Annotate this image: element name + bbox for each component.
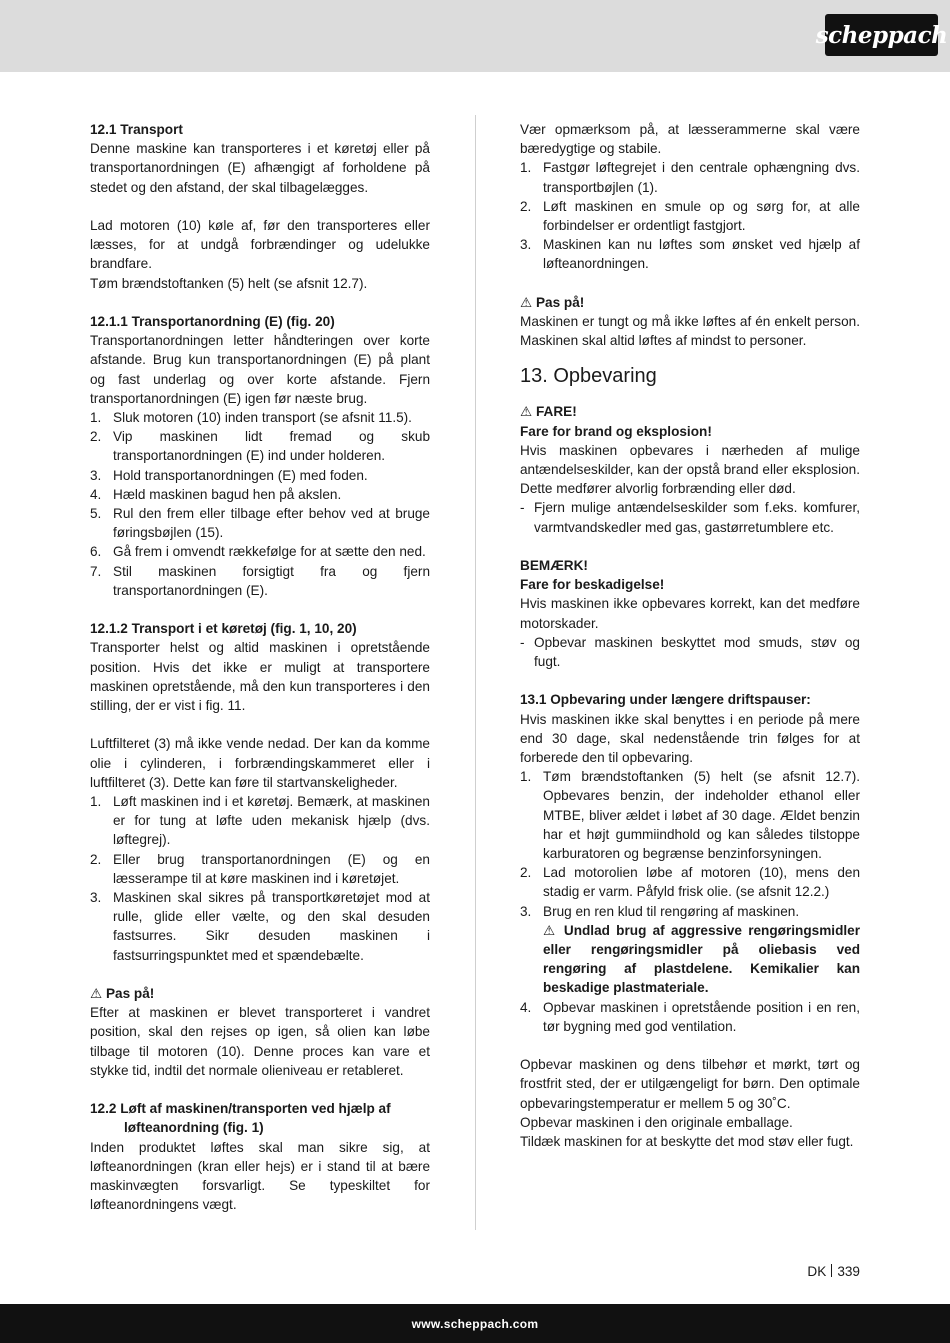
danger-subtitle: Fare for brand og eksplosion! [520, 423, 712, 439]
header-band [0, 0, 950, 72]
section-12-2-title-line-2: løfteanordning (fig. 1) [124, 1120, 264, 1136]
caution-title: ⚠ Pas på! [520, 294, 585, 310]
list-item: 6. Gå frem i omvendt rækkefølge for at sætte den ned. [90, 544, 426, 560]
list-item: 1. Tøm brændstoftanken (5) helt (se afsnit 12.7). Opbevares benzin, der indeholder ethanol eller MTBE, bliver ældet i løbet af 30 dage. Ældet benzin har et højt gummiindhold og kan således tilstoppe karburatoren og begrænse benzinforsyningen. [520, 769, 860, 862]
storage-para-1: Opbevar maskinen og dens tilbehør et mørkt, tørt og frostfrit sted, der er utilgængeligt for børn. Den optimale opbevaringstemperatur er mellem 5 og 30˚C. [520, 1057, 860, 1111]
danger-text: Hvis maskinen opbevares i nærheden af mulige antændelseskilder, kan der opstå brand eller eksplosion. Dette medfører alvorlig forbrænding eller død. [520, 442, 860, 497]
footer-url[interactable]: www.scheppach.com [411, 1316, 539, 1331]
brand-logo [815, 14, 948, 56]
list-item: 7. Stil maskinen forsigtigt fra og fjern transportanordningen (E). [90, 563, 430, 598]
lifting-intro: Vær opmærksom på, at læsserammerne skal være bæredygtige og stabile. [520, 122, 860, 157]
section-12-2-para: Inden produktet løftes skal man sikre sig, at løfteanordningen (kran eller hejs) er i stand til at bære maskinvægten forsvarligt. Se typeskiltet for løfteanordningens vægt. [90, 1139, 430, 1213]
list-item: 3. Maskinen kan nu løftes som ønsket ved hjælp af løfteanordningen. [520, 237, 860, 272]
vehicle-transport-steps [90, 792, 430, 965]
section-12-1-title: 12.1 Transport [90, 122, 183, 137]
brand-logo-text: scheppach [815, 21, 948, 49]
list-item: 3. Brug en ren klud til rengøring af maskinen. ⚠ Undlad brug af aggressive rengøringsmidler eller rengøringsmidler på oliebasis ved rengøring af plastdelene. Kemikalier kan beskadige plastmateriale. [520, 903, 860, 996]
note-title: BEMÆRK! [520, 558, 588, 574]
section-13-title: 13. Opbevaring [520, 365, 657, 388]
caution-text: Maskinen er tungt og må ikke løftes af én enkelt person. Maskinen skal altid løftes af mindst to personer. [520, 314, 860, 349]
storage-para-3: Tildæk maskinen for at beskytte det mod støv eller fugt. [520, 1134, 854, 1150]
right-column [520, 120, 860, 1151]
transport-device-steps [90, 408, 430, 600]
note-bullet: - Opbevar maskinen beskyttet mod smuds, støv og fugt. [520, 634, 860, 670]
column-divider [475, 115, 476, 1230]
danger-bullet: - Fjern mulige antændelseskilder som f.eks. komfurer, varmtvandskedler med gas, gastørretumblere etc. [520, 500, 860, 535]
section-12-1-2-para-1: Transporter helst og altid maskinen i opretstående position. Hvis det ikke er muligt at transportere maskinen opretstående, må den kun transporteres i den stilling, der er vist i fig. 11. [90, 640, 430, 714]
list-item: 2. Vip maskinen lidt fremad og skub transportanordningen (E) ind under holderen. [90, 429, 430, 464]
left-column [90, 120, 430, 1214]
section-12-1-1-para: Transportanordningen letter håndteringen over korte afstande. Brug kun transportanordningen (E) på plant og fast underlag og over korte afstande. Fjern transportanordningen (E) igen før næste brug. [90, 333, 430, 406]
storage-para-2: Opbevar maskinen i den originale emballage. [520, 1114, 793, 1130]
section-12-1-1-title: 12.1.1 Transportanordning (E) (fig. 20) [90, 314, 335, 329]
list-item: 3. Maskinen skal sikres på transportkøretøjet mod at rulle, glide eller vælte, og den skal desuden fastsurres. Sikr desuden maskinen i fastsurringspunktet med et spændebælte. [90, 890, 430, 963]
section-12-1-para-3: Tøm brændstoftanken (5) helt (se afsnit 12.7). [90, 275, 368, 291]
cleaning-warning: ⚠ Undlad brug af aggressive rengøringsmidler eller rengøringsmidler på oliebasis ved rengøring af plastdelene. Kemikalier kan beskadige plastmateriale. [543, 922, 860, 996]
list-item: 1. Sluk motoren (10) inden transport (se afsnit 11.5). [90, 410, 412, 426]
storage-steps [520, 767, 860, 1036]
section-12-2-title-line-1: 12.2 Løft af maskinen/transporten ved hjælp af [90, 1101, 391, 1117]
section-13-1-para: Hvis maskinen ikke skal benyttes i en periode på mere end 30 dage, skal nedenstående trin følges for at forberede den til opbevaring. [520, 711, 860, 766]
list-item: 4. Hæld maskinen bagud hen på akslen. [90, 486, 342, 502]
lifting-steps [520, 158, 860, 273]
list-item: 1. Fastgør løftegrejet i den centrale ophængning dvs. transportbøjlen (1). [520, 160, 860, 195]
caution-text: Efter at maskinen er blevet transporteret i vandret position, skal den rejses op igen, så olien kan løbe tilbage til motoren (10). Denne proces kan vare et stykke tid, indtil det normale olieniveau er retableret. [90, 1005, 430, 1078]
section-13-1-title: 13.1 Opbevaring under længere driftspauser: [520, 692, 811, 708]
list-item: 3. Hold transportanordningen (E) med foden. [90, 467, 368, 483]
list-item: 4. Opbevar maskinen i opretstående position i en ren, tør bygning med god ventilation. [520, 999, 860, 1034]
section-12-1-para-1: Denne maskine kan transporteres i et køretøj eller på transportanordningen (E) afhængigt af forholdene på stedet og den afstand, der skal tilbagelægges. [90, 141, 430, 195]
list-item: 5. Rul den frem eller tilbage efter behov ved at bruge føringsbøjlen (15). [90, 506, 430, 541]
page-number: DK 339 [807, 1264, 860, 1279]
list-item: 2. Løft maskinen en smule op og sørg for, at alle forbindelser er ordentligt fastgjort. [520, 198, 860, 234]
caution-title: ⚠ Pas på! [90, 986, 155, 1002]
footer-band [0, 1304, 950, 1343]
list-item: 2. Lad motorolien løbe af motoren (10), mens den stadig er varm. Påfyld frisk olie. (se afsnit 12.2.) [520, 865, 860, 900]
list-item: 1. Løft maskinen ind i et køretøj. Bemærk, at maskinen er for tung at løfte uden mekanisk hjælp (dvs. løftegrej). [90, 794, 430, 848]
list-item: 2. Eller brug transportanordningen (E) og en læsserampe til at køre maskinen ind i køretøjet. [90, 851, 430, 886]
note-subtitle: Fare for beskadigelse! [520, 577, 665, 593]
danger-title: ⚠ FARE! [520, 404, 577, 420]
section-12-1-2-title: 12.1.2 Transport i et køretøj (fig. 1, 10, 20) [90, 621, 357, 637]
note-text: Hvis maskinen ikke opbevares korrekt, kan det medføre motorskader. [520, 596, 860, 631]
section-12-1-para-2: Lad motoren (10) køle af, før den transporteres eller læsses, for at undgå forbrændinger og udelukke brandfare. [90, 218, 430, 272]
section-12-1-2-para-2: Luftfilteret (3) må ikke vende nedad. Der kan da komme olie i cylinderen, i forbrændingskammeret eller i luftfilteret (3). Dette kan føre til startvanskeligheder. [90, 736, 430, 790]
